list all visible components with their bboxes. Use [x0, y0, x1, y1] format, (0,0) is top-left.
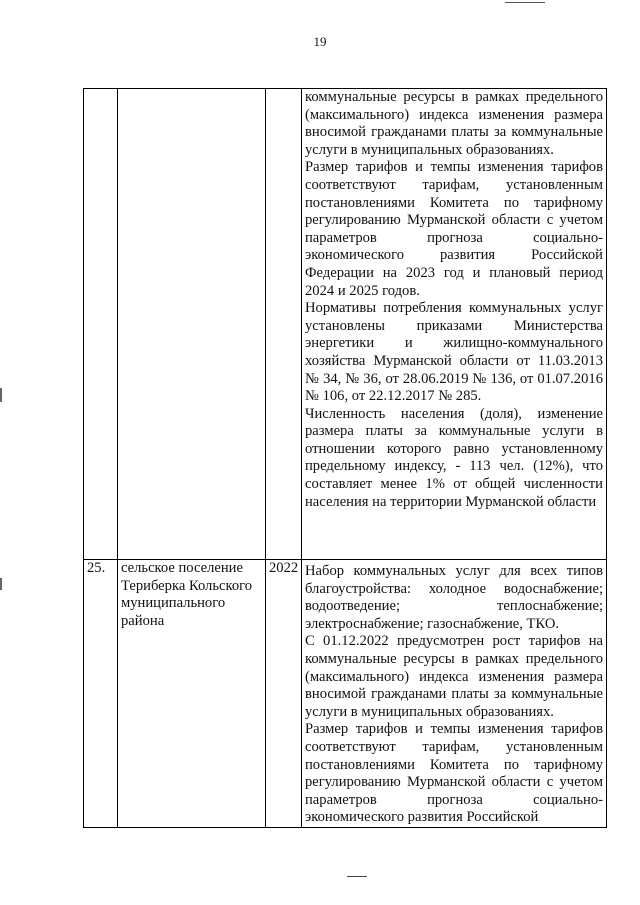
description-paragraph: Набор коммунальных услуг для всех типов благоустройства: холодное водоснабжение; водоотведение; теплоснабжение; электроснабжение; газоснабжение, ТКО. [305, 563, 603, 632]
description-cell [302, 560, 607, 828]
year-cell: 2022 [266, 560, 302, 828]
bottom-scan-mark [347, 876, 367, 877]
margin-scan-mark [0, 578, 2, 590]
year-cell [266, 89, 302, 560]
municipality-cell [118, 89, 266, 560]
table-row [84, 560, 607, 828]
margin-scan-mark [0, 388, 2, 402]
description-paragraph: Размер тарифов и темпы изменения тарифов соответствуют тарифам, установленным постановлениями Комитета по тарифному регулированию Мурманской области с учетом параметров прогноза социально-экономического развития Российской Федерации на 2023 год и плановый период 2024 и 2025 годов. [305, 159, 603, 299]
row-number-cell: 25. [84, 560, 118, 828]
row-number-cell [84, 89, 118, 560]
description-paragraph: коммунальные ресурсы в рамках предельного (максимального) индекса изменения размера вносимой гражданами платы за коммунальные услуги в муниципальных образованиях. [305, 89, 603, 158]
description-paragraph: С 01.12.2022 предусмотрен рост тарифов на коммунальные ресурсы в рамках предельного (максимального) индекса изменения размера вносимой гражданами платы за коммунальные услуги в муниципальных образованиях. [305, 633, 603, 720]
description-paragraph: Нормативы потребления коммунальных услуг установлены приказами Министерства энергетики и жилищно-коммунального хозяйства Мурманской области от 11.03.2013 № 34, № 36, от 28.06.2019 № 136, от 01.07.2016 № 106, от 22.12.2017 № 285. [305, 300, 603, 405]
top-scan-mark [505, 2, 545, 3]
table-row [84, 89, 607, 560]
document-table [83, 88, 607, 828]
description-paragraph: Численность населения (доля), изменение размера платы за коммунальные услуги в отношении которого равно установленному предельному индексу, - 113 чел. (12%), что составляет менее 1% от общей численности населения на территории Мурманской области [305, 405, 603, 510]
municipality-cell: сельское поселение Териберка Кольского муниципального района [118, 560, 266, 828]
description-paragraph: Размер тарифов и темпы изменения тарифов соответствуют тарифам, установленным постановлениями Комитета по тарифному регулированию Мурманской области с учетом параметров прогноза социально-экономического развития Российской [305, 721, 603, 826]
description-cell [302, 89, 607, 560]
page-number: 19 [313, 34, 327, 49]
